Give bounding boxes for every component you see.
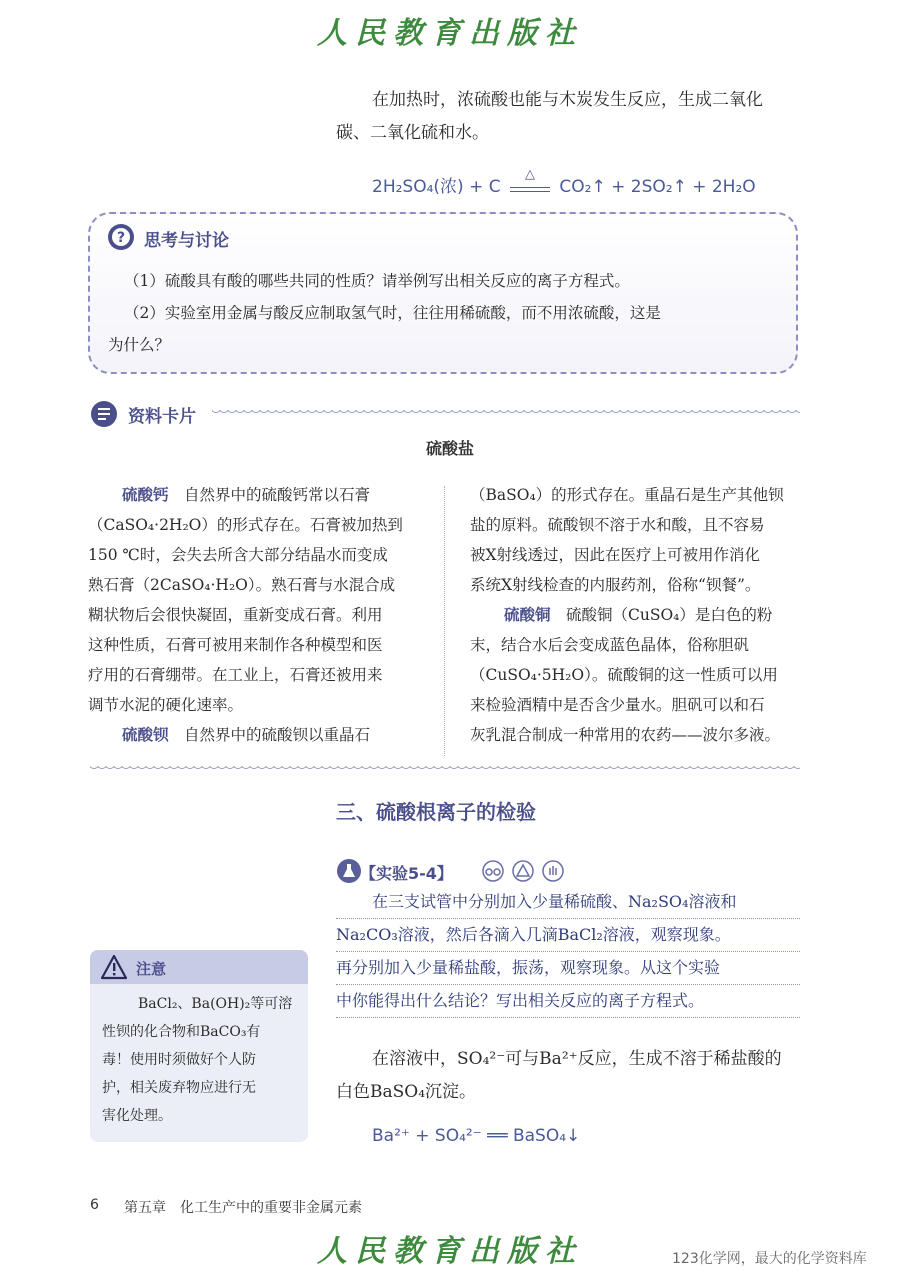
equation-condition: △	[510, 181, 550, 192]
right-line-6: 末，结合水后会变成蓝色晶体，俗称胆矾	[470, 636, 750, 654]
right-line-4: 系统X射线检查的内服药剂，俗称“钡餐”。	[470, 576, 761, 594]
left-line-2: （CaSO₄·2H₂O）的形式存在。石膏被加热到	[88, 516, 403, 534]
note-line-2: 性钡的化合物和BaCO₃有	[102, 1024, 261, 1040]
note-line-5: 害化处理。	[102, 1108, 172, 1124]
section-3-title: 三、硫酸根离子的检验	[336, 800, 536, 824]
conclusion-line-2: 白色BaSO₄沉淀。	[336, 1082, 477, 1102]
right-line-7: （CuSO₄·5H₂O）。硫酸铜的这一性质可以用	[470, 666, 778, 684]
right-line-2: 盐的原料。硫酸钡不溶于水和酸，且不容易	[470, 516, 765, 534]
right-line-9: 灰乳混合制成一种常用的农药——波尔多液。	[470, 726, 781, 744]
experiment-body	[336, 886, 800, 1018]
page-number: 6	[90, 1197, 99, 1213]
footer-publisher-logo: 人民教育出版社	[317, 1234, 583, 1269]
right-line-1: （BaSO₄）的形式存在。重晶石是生产其他钡	[470, 486, 784, 504]
right-line-3: 被X射线透过，因此在医疗上可被用作消化	[470, 546, 761, 564]
intro-line-2: 碳、二氧化硫和水。	[336, 123, 489, 143]
data-card-header	[90, 398, 800, 428]
experiment-line-4: 中你能得出什么结论？写出相关反应的离子方程式。	[336, 985, 800, 1018]
equation-right: CO₂↑ + 2SO₂↑ + 2H₂O	[559, 177, 756, 197]
data-card-bottom-wave	[90, 766, 800, 774]
experiment-flask-icon	[336, 858, 362, 884]
left-line-5: 糊状物后会很快凝固，重新变成石膏。利用	[88, 606, 383, 624]
left-line-1: 硫酸钙 自然界中的硫酸钙常以石膏	[122, 486, 371, 504]
note-line-4: 护，相关废弃物应进行无	[102, 1080, 256, 1096]
note-header	[90, 950, 308, 984]
data-card-column-divider	[444, 486, 445, 756]
think-question-1: （1）硫酸具有酸的哪些共同的性质？请举例写出相关反应的离子方程式。	[124, 272, 630, 290]
question-icon	[106, 222, 136, 252]
hazard-icon	[512, 860, 534, 882]
left-line-7: 疗用的石膏绷带。在工业上，石膏还被用来	[88, 666, 383, 684]
intro-line-1: 在加热时，浓硫酸也能与木炭发生反应，生成二氧化	[372, 90, 763, 110]
experiment-label: 【实验5-4】	[360, 864, 453, 883]
experiment-line-2: Na₂CO₃溶液，然后各滴入几滴BaCl₂溶液，观察现象。	[336, 919, 800, 952]
data-card-left-column	[88, 480, 418, 750]
think-discuss-title: 思考与讨论	[144, 231, 229, 251]
note-line-3: 毒！使用时须做好个人防	[102, 1052, 256, 1068]
equation-barium-sulfate: Ba²⁺ + SO₄²⁻ ══ BaSO₄↓	[372, 1126, 581, 1146]
data-card-right-column	[470, 480, 800, 750]
note-title: 注意	[136, 960, 167, 978]
note-line-1: BaCl₂、Ba(OH)₂等可溶	[138, 996, 293, 1012]
experiment-header	[336, 858, 636, 886]
left-line-9: 硫酸钡 自然界中的硫酸钡以重晶石	[122, 726, 371, 744]
watermark-text: 123化学网，最大的化学资料库	[672, 1251, 867, 1267]
left-line-3: 150 ℃时，会失去所含大部分结晶水而变成	[88, 546, 388, 564]
left-line-8: 调节水泥的硬化速率。	[88, 696, 244, 714]
left-line-6: 这种性质，石膏可被用来制作各种模型和医	[88, 636, 383, 654]
experiment-line-1: 在三支试管中分别加入少量稀硫酸、Na₂SO₄溶液和	[336, 886, 800, 919]
think-question-2-line-2: 为什么？	[108, 336, 171, 354]
equation-h2so4-carbon	[372, 167, 756, 197]
right-line-8: 来检验酒精中是否含少量水。胆矾可以和石	[470, 696, 765, 714]
document-icon	[90, 400, 118, 428]
note-body	[90, 984, 308, 1130]
header-publisher-logo: 人民教育出版社	[317, 16, 583, 51]
think-question-2-line-1: （2）实验室用金属与酸反应制取氢气时，往往用稀硫酸，而不用浓硫酸，这是	[124, 304, 661, 322]
safety-goggles-icon	[482, 860, 504, 882]
conclusion-line-1: 在溶液中，SO₄²⁻可与Ba²⁺反应，生成不溶于稀盐酸的	[372, 1049, 782, 1069]
data-card-title: 资料卡片	[128, 407, 196, 427]
data-card-wave-divider	[212, 410, 800, 418]
warning-icon	[100, 954, 128, 980]
svg-text:?: ?	[116, 230, 126, 246]
data-card-subtitle: 硫酸盐	[425, 439, 474, 458]
chapter-title: 第五章 化工生产中的重要非金属元素	[124, 1200, 362, 1216]
left-line-4: 熟石膏（2CaSO₄·H₂O）。熟石膏与水混合成	[88, 576, 396, 594]
experiment-line-3: 再分别加入少量稀盐酸，振荡，观察现象。从这个实验	[336, 952, 800, 985]
equation-left: 2H₂SO₄(浓) + C	[372, 177, 501, 197]
hand-wash-icon	[542, 860, 564, 882]
right-line-5: 硫酸铜 硫酸铜（CuSO₄）是白色的粉	[504, 606, 773, 624]
note-box	[90, 950, 308, 1142]
